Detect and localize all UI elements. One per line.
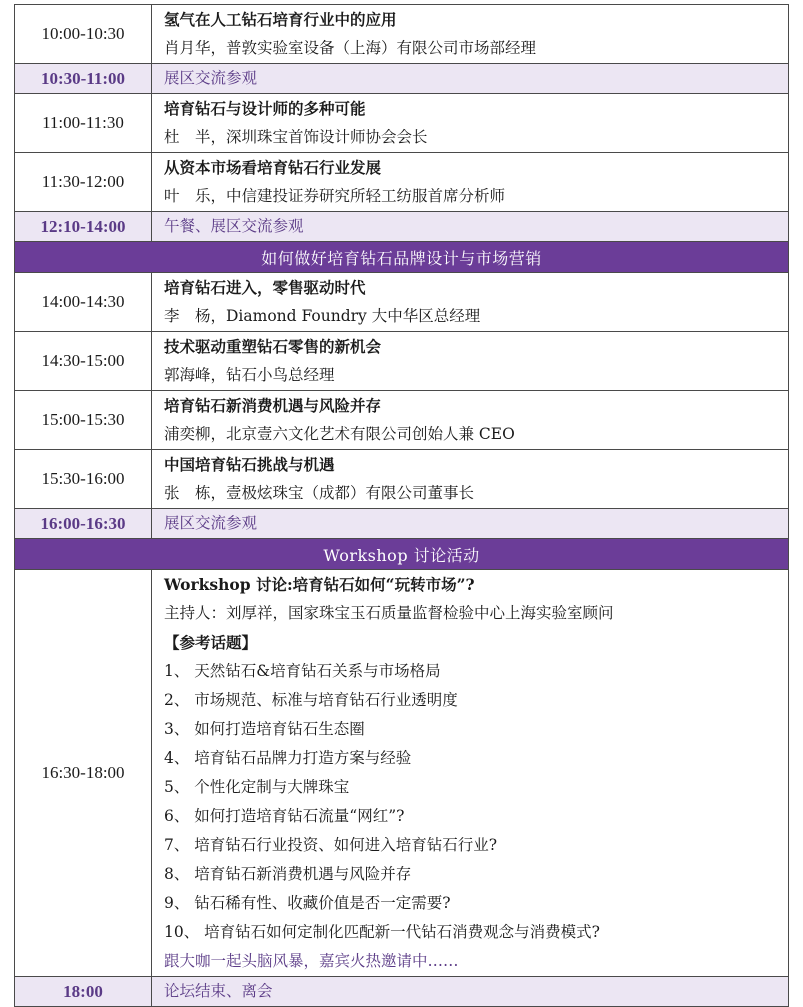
- break-note: 展区交流参观: [152, 509, 789, 539]
- session-speaker: 李 杨，Diamond Foundry 大中华区总经理: [164, 307, 481, 325]
- workshop-title: Workshop 讨论:培育钻石如何“玩转市场”?: [164, 575, 475, 594]
- session-content: [152, 332, 789, 391]
- session-row: [15, 153, 789, 212]
- workshop-time: 16:30-18:00: [15, 570, 152, 977]
- session-row: [15, 94, 789, 153]
- topic-item: 9、 钻石稀有性、收藏价值是否一定需要?: [164, 894, 451, 912]
- break-time: 10:30-11:00: [15, 64, 152, 94]
- session-content: [152, 391, 789, 450]
- session-content: [152, 450, 789, 509]
- topic-item: 6、 如何打造培育钻石流量“网红”?: [164, 807, 405, 825]
- break-note: 午餐、展区交流参观: [152, 212, 789, 242]
- break-row: [15, 64, 789, 94]
- break-time: 16:00-16:30: [15, 509, 152, 539]
- topic-item: 10、 培育钻石如何定制化匹配新一代钻石消费观念与消费模式?: [164, 923, 600, 941]
- topic-item: 3、 如何打造培育钻石生态圈: [164, 720, 365, 738]
- session-time: 11:30-12:00: [15, 153, 152, 212]
- session-row: [15, 450, 789, 509]
- section-title: Workshop 讨论活动: [15, 539, 789, 570]
- session-row: [15, 273, 789, 332]
- session-content: [152, 5, 789, 64]
- session-speaker: 郭海峰，钻石小鸟总经理: [164, 366, 335, 384]
- session-content: [152, 94, 789, 153]
- section-title: 如何做好培育钻石品牌设计与市场营销: [15, 242, 789, 273]
- break-note: 展区交流参观: [152, 64, 789, 94]
- closing-row: [15, 977, 789, 1007]
- topic-item: 1、 天然钻石&培育钻石关系与市场格局: [164, 662, 441, 680]
- break-time: 12:10-14:00: [15, 212, 152, 242]
- session-title: 培育钻石与设计师的多种可能: [164, 99, 366, 118]
- session-title: 培育钻石进入，零售驱动时代: [164, 278, 366, 297]
- closing-note: 论坛结束、离会: [152, 977, 789, 1007]
- topics-header: 【参考话题】: [164, 633, 258, 652]
- session-speaker: 杜 半，深圳珠宝首饰设计师协会会长: [164, 128, 428, 146]
- session-time: 11:00-11:30: [15, 94, 152, 153]
- session-title: 氢气在人工钻石培育行业中的应用: [164, 10, 397, 29]
- schedule-table: [14, 4, 789, 1007]
- topic-item: 4、 培育钻石品牌力打造方案与经验: [164, 749, 412, 767]
- session-row: [15, 332, 789, 391]
- break-row: [15, 212, 789, 242]
- workshop-footer: 跟大咖一起头脑风暴，嘉宾火热邀请中……: [164, 952, 459, 970]
- session-row: [15, 5, 789, 64]
- session-speaker: 肖月华，普敦实验室设备（上海）有限公司市场部经理: [164, 39, 537, 57]
- topic-item: 2、 市场规范、标准与培育钻石行业透明度: [164, 691, 458, 709]
- session-title: 从资本市场看培育钻石行业发展: [164, 158, 382, 177]
- session-title: 技术驱动重塑钻石零售的新机会: [164, 337, 382, 356]
- topic-item: 5、 个性化定制与大牌珠宝: [164, 778, 350, 796]
- session-time: 15:00-15:30: [15, 391, 152, 450]
- session-time: 15:30-16:00: [15, 450, 152, 509]
- session-time: 14:00-14:30: [15, 273, 152, 332]
- topic-item: 7、 培育钻石行业投资、如何进入培育钻石行业?: [164, 836, 498, 854]
- break-row: [15, 509, 789, 539]
- workshop-host: 主持人：刘厚祥，国家珠宝玉石质量监督检验中心上海实验室顾问: [164, 604, 614, 622]
- session-title: 培育钻石新消费机遇与风险并存: [164, 396, 382, 415]
- session-time: 10:00-10:30: [15, 5, 152, 64]
- section-header-row: [15, 539, 789, 570]
- workshop-content: [152, 570, 789, 977]
- session-title: 中国培育钻石挑战与机遇: [164, 455, 335, 474]
- session-speaker: 浦奕柳，北京壹六文化艺术有限公司创始人兼 CEO: [164, 425, 515, 443]
- session-speaker: 叶 乐，中信建投证券研究所轻工纺服首席分析师: [164, 187, 506, 205]
- topic-item: 8、 培育钻石新消费机遇与风险并存: [164, 865, 412, 883]
- closing-time: 18:00: [15, 977, 152, 1007]
- session-content: [152, 153, 789, 212]
- session-content: [152, 273, 789, 332]
- workshop-row: [15, 570, 789, 977]
- session-speaker: 张 栋，壹极炫珠宝（成都）有限公司董事长: [164, 484, 475, 502]
- session-time: 14:30-15:00: [15, 332, 152, 391]
- session-row: [15, 391, 789, 450]
- section-header-row: [15, 242, 789, 273]
